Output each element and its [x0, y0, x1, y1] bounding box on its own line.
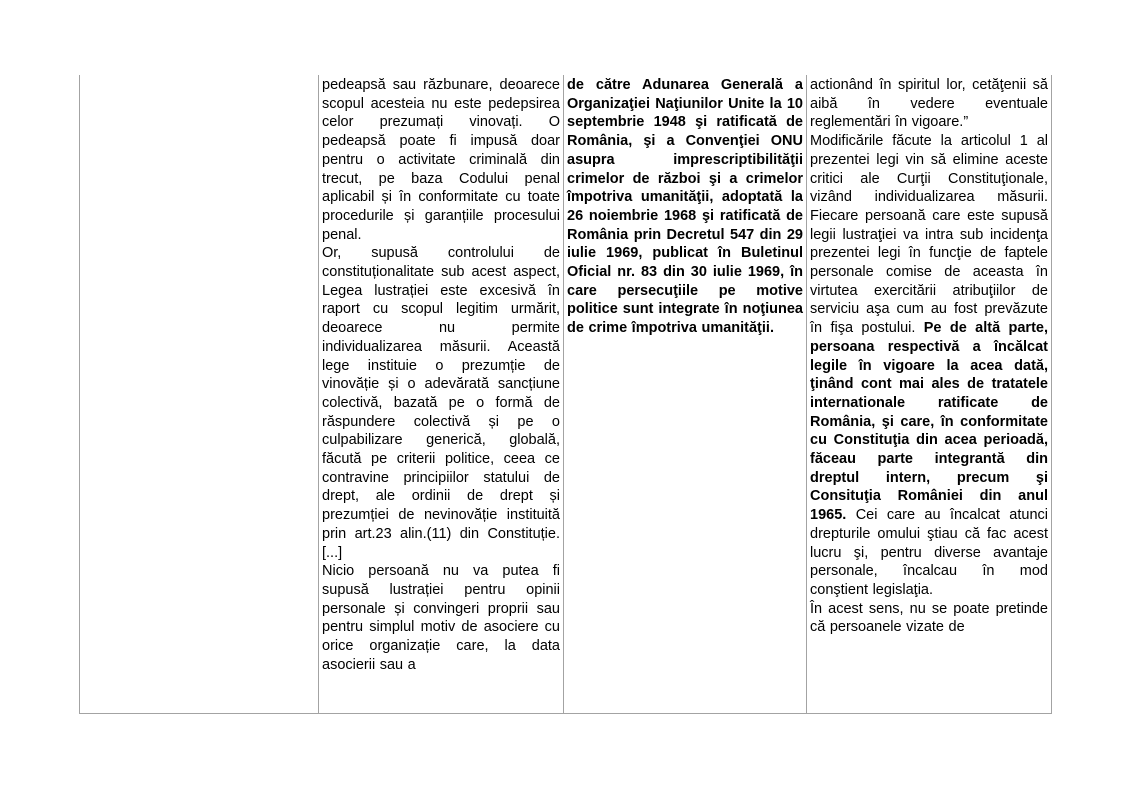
text-segment: Cei care au încalcat atunci drepturile omului ştiau că fac acest lucru şi, pentru diverse avantaje personale, încalcau în mod conştient legislaţia.	[810, 507, 1048, 598]
table-cell-amendments	[806, 75, 1052, 713]
table-cell-empty	[79, 75, 318, 713]
text-segment: actionând în spiritul lor, cetăţenii să aibă în vedere eventuale reglementări în vigoare.”	[810, 77, 1048, 131]
paragraph	[322, 76, 560, 244]
paragraph	[322, 244, 560, 562]
bold-text-segment: Pe de altă parte, persoana respectivă a încălcat legile în vigoare la acea dată, ţinând cont mai ales de tratatele internationale ratificate de România, şi care, în conformitate cu Constituţia din acea perioadă, făceau parte integrantă din dreptul intern, precum şi Consituţia României din anul 1965.	[810, 320, 1048, 524]
paragraph	[322, 562, 560, 674]
paragraph	[567, 76, 803, 338]
text-segment: Modificările făcute la articolul 1 al prezentei legi vin să elimine aceste critici ale Curţii Constituţionale, vizând individualizarea măsurii. Fiecare persoană care este supusă legii lustraţiei va intra sub incidenţa prezentei legi în funcţie de faptele personale comise de aceasta în virtutea exercitării atribuţiilor de serviciu aşa cum au fost prevăzute în fişa postului.	[810, 133, 1048, 337]
table-cell-conventions	[563, 75, 806, 713]
text-segment: pedeapsă sau răzbunare, deoarece scopul acesteia nu este pedepsirea celor prezumați vinovați. O pedeapsă poate fi impusă doar pentru o activitate criminală din trecut, pe baza Codului penal aplicabil și în conformitate cu toate procedurile și garanțiile procesului penal.	[322, 77, 560, 243]
paragraph	[810, 600, 1048, 637]
text-segment: În acest sens, nu se poate pretinde că persoanele vizate de	[810, 600, 1048, 636]
paragraph	[810, 76, 1048, 132]
document-table	[79, 75, 1052, 714]
paragraph	[810, 132, 1048, 600]
text-segment: Or, supusă controlului de constituționalitate sub acest aspect, Legea lustrației este excesivă în raport cu scopul legitim urmărit, deoarece nu permite individualizarea măsurii. Această lege instituie o prezumție de vinovăție și o adevărată sancțiune colectivă, bazată pe o formă de răspundere colectivă și pe o culpabilizare generică, globală, făcută pe criterii politice, ceea ce contravine principiilor statului de drept, ale ordinii de drept și prezumției de nevinovăție instituită prin art.23 alin.(11) din Constituție. [...]	[322, 245, 560, 561]
text-segment: Nicio persoană nu va putea fi supusă lustrației pentru opinii personale și convingeri proprii sau pentru simplul motiv de asociere cu orice organizație care, la data asocierii sau a	[322, 563, 560, 673]
bold-text-segment: de către Adunarea Generală a Organizaţiei Naţiunilor Unite la 10 septembrie 1948 şi ratificată de România, şi a Convenţiei ONU asupra imprescriptibilităţii crimelor de război şi a crimelor împotriva umanităţii, adoptată la 26 noiembrie 1968 şi ratificată de România prin Decretul 547 din 29 iulie 1969, publicat în Buletinul Oficial nr. 83 din 30 iulie 1969, în care persecuţiile pe motive politice sunt integrate în noţiunea de crime împotriva umanităţii.	[567, 77, 803, 337]
table-cell-court-reasoning	[318, 75, 563, 713]
